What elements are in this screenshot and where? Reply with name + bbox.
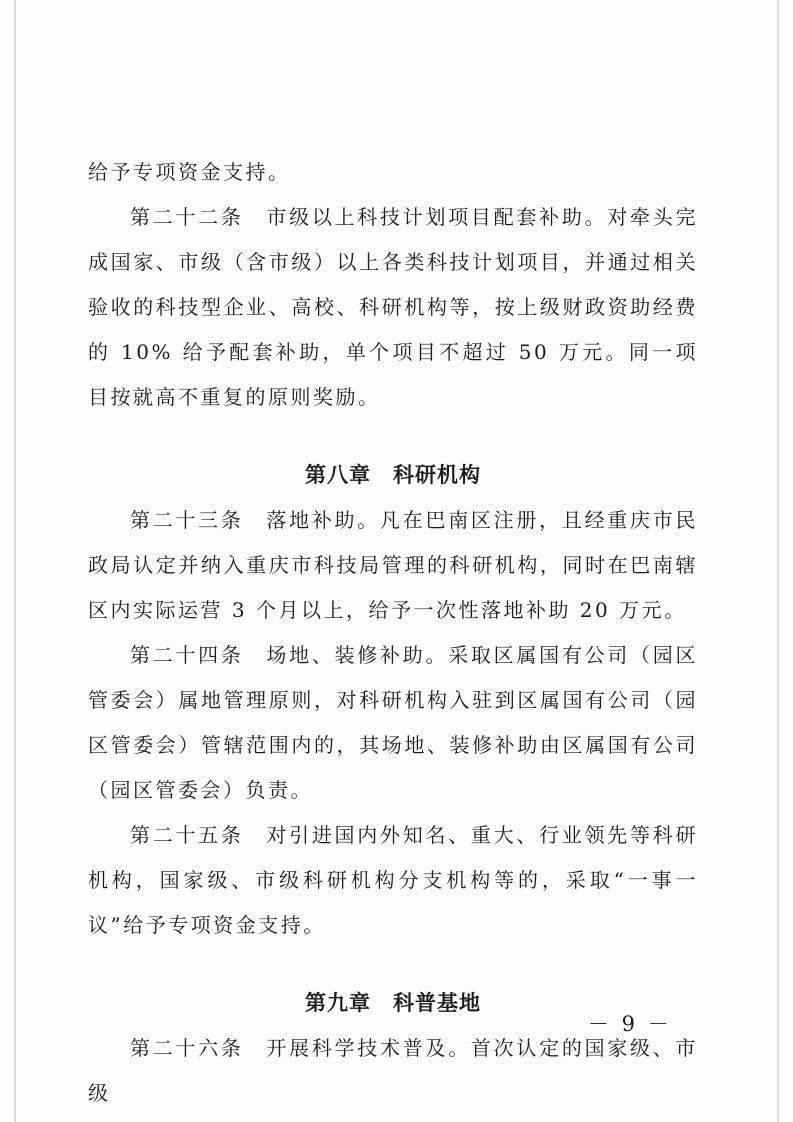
chapter-8-number: 第八章 bbox=[305, 463, 371, 487]
article-26: 第二十六条 开展科学技术普及。首次认定的国家级、市级 bbox=[88, 1036, 698, 1105]
article-24: 第二十四条 场地、装修补助。采取区属国有公司（园区管委会）属地管理原则，对科研机构入驻到区属国有公司（园区管委会）管辖范围内的，其场地、装修补助由区属国有公司（园区管委会）负责。 bbox=[88, 643, 698, 802]
chapter-8-heading bbox=[88, 453, 698, 498]
scan-edge-right bbox=[777, 0, 779, 1122]
scan-edge-left bbox=[14, 0, 16, 1122]
page-number: － 9 － bbox=[588, 1012, 672, 1036]
chapter-8-title: 科研机构 bbox=[393, 463, 481, 487]
chapter-9-number: 第九章 bbox=[305, 991, 371, 1015]
article-22: 第二十二条 市级以上科技计划项目配套补助。对牵头完成国家、市级（含市级）以上各类科技计划项目，并通过相关验收的科技型企业、高校、科研机构等，按上级财政资助经费的 10% 给予配套补助，单个项目不超过 50 万元。同一项目按就高不重复的原则奖励。 bbox=[88, 205, 698, 409]
document-body bbox=[88, 150, 698, 1116]
paragraph-continuation: 给予专项资金支持。 bbox=[88, 160, 291, 184]
article-25: 第二十五条 对引进国内外知名、重大、行业领先等科研机构，国家级、市级科研机构分支机构等的，采取“一事一议”给予专项资金支持。 bbox=[88, 823, 698, 937]
chapter-9-title: 科普基地 bbox=[393, 991, 481, 1015]
article-23: 第二十三条 落地补助。凡在巴南区注册，且经重庆市民政局认定并纳入重庆市科技局管理的科研机构，同时在巴南辖区内实际运营 3 个月以上，给予一次性落地补助 20 万元。 bbox=[88, 508, 698, 622]
